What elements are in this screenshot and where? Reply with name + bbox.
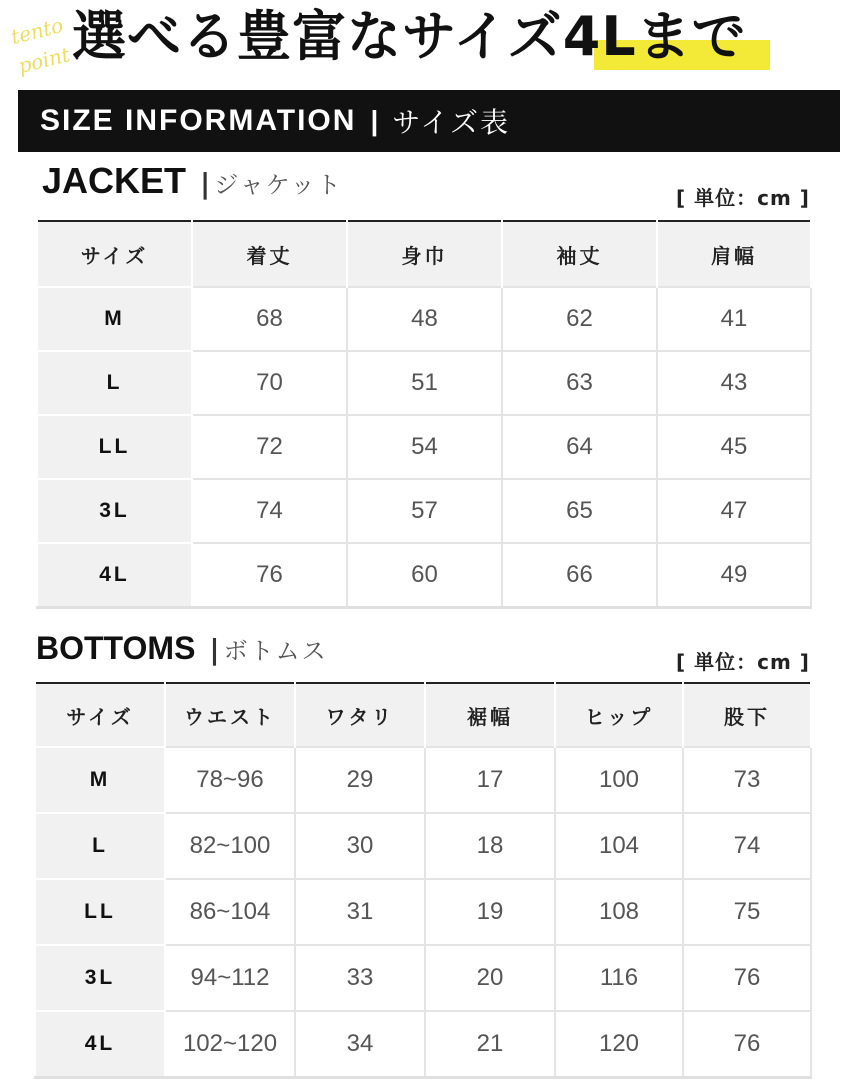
measurement-cell: 18: [425, 813, 555, 879]
measurement-cell: 65: [502, 479, 657, 543]
table-row: [37, 287, 811, 351]
table-row: [35, 813, 811, 879]
table-row: [37, 351, 811, 415]
bottoms-title-ja: ボトムス: [223, 637, 328, 665]
table-row: [37, 415, 811, 479]
size-label-cell: M: [35, 747, 165, 813]
measurement-cell: 47: [657, 479, 811, 543]
banner-title-ja: サイズ表: [392, 106, 511, 139]
column-header: ウエスト: [165, 683, 295, 747]
measurement-cell: 116: [555, 945, 683, 1011]
bottoms-section-title: [36, 630, 328, 667]
table-row: [35, 1011, 811, 1077]
measurement-cell: 108: [555, 879, 683, 945]
column-header: 身巾: [347, 221, 502, 287]
measurement-cell: 75: [683, 879, 811, 945]
table-row: [35, 879, 811, 945]
measurement-cell: 120: [555, 1011, 683, 1077]
measurement-cell: 76: [192, 543, 347, 607]
measurement-cell: 76: [683, 945, 811, 1011]
measurement-cell: 31: [295, 879, 425, 945]
measurement-cell: 94~112: [165, 945, 295, 1011]
measurement-cell: 63: [502, 351, 657, 415]
measurement-cell: 102~120: [165, 1011, 295, 1077]
measurement-cell: 70: [192, 351, 347, 415]
measurement-cell: 104: [555, 813, 683, 879]
measurement-cell: 78~96: [165, 747, 295, 813]
table-header-row: [35, 683, 811, 747]
measurement-cell: 20: [425, 945, 555, 1011]
jacket-title-ja: ジャケット: [214, 171, 343, 199]
column-header: ワタリ: [295, 683, 425, 747]
column-header: 着丈: [192, 221, 347, 287]
measurement-cell: 72: [192, 415, 347, 479]
banner-title-en: SIZE INFORMATION: [40, 104, 357, 137]
measurement-cell: 76: [683, 1011, 811, 1077]
measurement-cell: 57: [347, 479, 502, 543]
measurement-cell: 62: [502, 287, 657, 351]
size-label-cell: 3L: [35, 945, 165, 1011]
size-label-cell: LL: [35, 879, 165, 945]
column-header: 袖丈: [502, 221, 657, 287]
column-header: サイズ: [37, 221, 192, 287]
jacket-title-separator: |: [200, 167, 211, 200]
measurement-cell: 45: [657, 415, 811, 479]
measurement-cell: 66: [502, 543, 657, 607]
table-row: [35, 747, 811, 813]
bottoms-unit-label: [ 単位：cm ]: [676, 650, 810, 674]
headline: [72, 2, 852, 72]
column-header: 肩幅: [657, 221, 811, 287]
measurement-cell: 21: [425, 1011, 555, 1077]
measurement-cell: 82~100: [165, 813, 295, 879]
measurement-cell: 86~104: [165, 879, 295, 945]
banner-separator: |: [370, 105, 379, 136]
measurement-cell: 68: [192, 287, 347, 351]
bottoms-size-table: [34, 682, 812, 1079]
measurement-cell: 41: [657, 287, 811, 351]
table-row: [37, 479, 811, 543]
measurement-cell: 30: [295, 813, 425, 879]
measurement-cell: 64: [502, 415, 657, 479]
table-row: [35, 945, 811, 1011]
jacket-section-title: [42, 160, 343, 202]
size-information-banner: [18, 90, 840, 152]
measurement-cell: 48: [347, 287, 502, 351]
size-label-cell: M: [37, 287, 192, 351]
jacket-size-table: [36, 220, 812, 609]
measurement-cell: 43: [657, 351, 811, 415]
column-header: 股下: [683, 683, 811, 747]
measurement-cell: 54: [347, 415, 502, 479]
measurement-cell: 51: [347, 351, 502, 415]
measurement-cell: 34: [295, 1011, 425, 1077]
jacket-unit-label: [ 単位：cm ]: [676, 186, 810, 210]
size-label-cell: L: [37, 351, 192, 415]
table-row: [37, 543, 811, 607]
size-label-cell: LL: [37, 415, 192, 479]
measurement-cell: 60: [347, 543, 502, 607]
measurement-cell: 100: [555, 747, 683, 813]
size-label-cell: 4L: [37, 543, 192, 607]
bottoms-title-en: BOTTOMS: [36, 630, 196, 666]
table-header-row: [37, 221, 811, 287]
stamp-line: point: [15, 42, 73, 79]
stamp-line: tento: [8, 12, 66, 50]
column-header: 裾幅: [425, 683, 555, 747]
headline-text: 選べる豊富なサイズ4Lまで: [72, 5, 747, 68]
column-header: ヒップ: [555, 683, 683, 747]
measurement-cell: 33: [295, 945, 425, 1011]
measurement-cell: 74: [192, 479, 347, 543]
column-header: サイズ: [35, 683, 165, 747]
size-label-cell: 4L: [35, 1011, 165, 1077]
bottoms-title-separator: |: [209, 633, 220, 666]
size-label-cell: L: [35, 813, 165, 879]
measurement-cell: 73: [683, 747, 811, 813]
measurement-cell: 19: [425, 879, 555, 945]
jacket-title-en: JACKET: [42, 160, 187, 201]
measurement-cell: 29: [295, 747, 425, 813]
measurement-cell: 17: [425, 747, 555, 813]
size-label-cell: 3L: [37, 479, 192, 543]
measurement-cell: 49: [657, 543, 811, 607]
measurement-cell: 74: [683, 813, 811, 879]
